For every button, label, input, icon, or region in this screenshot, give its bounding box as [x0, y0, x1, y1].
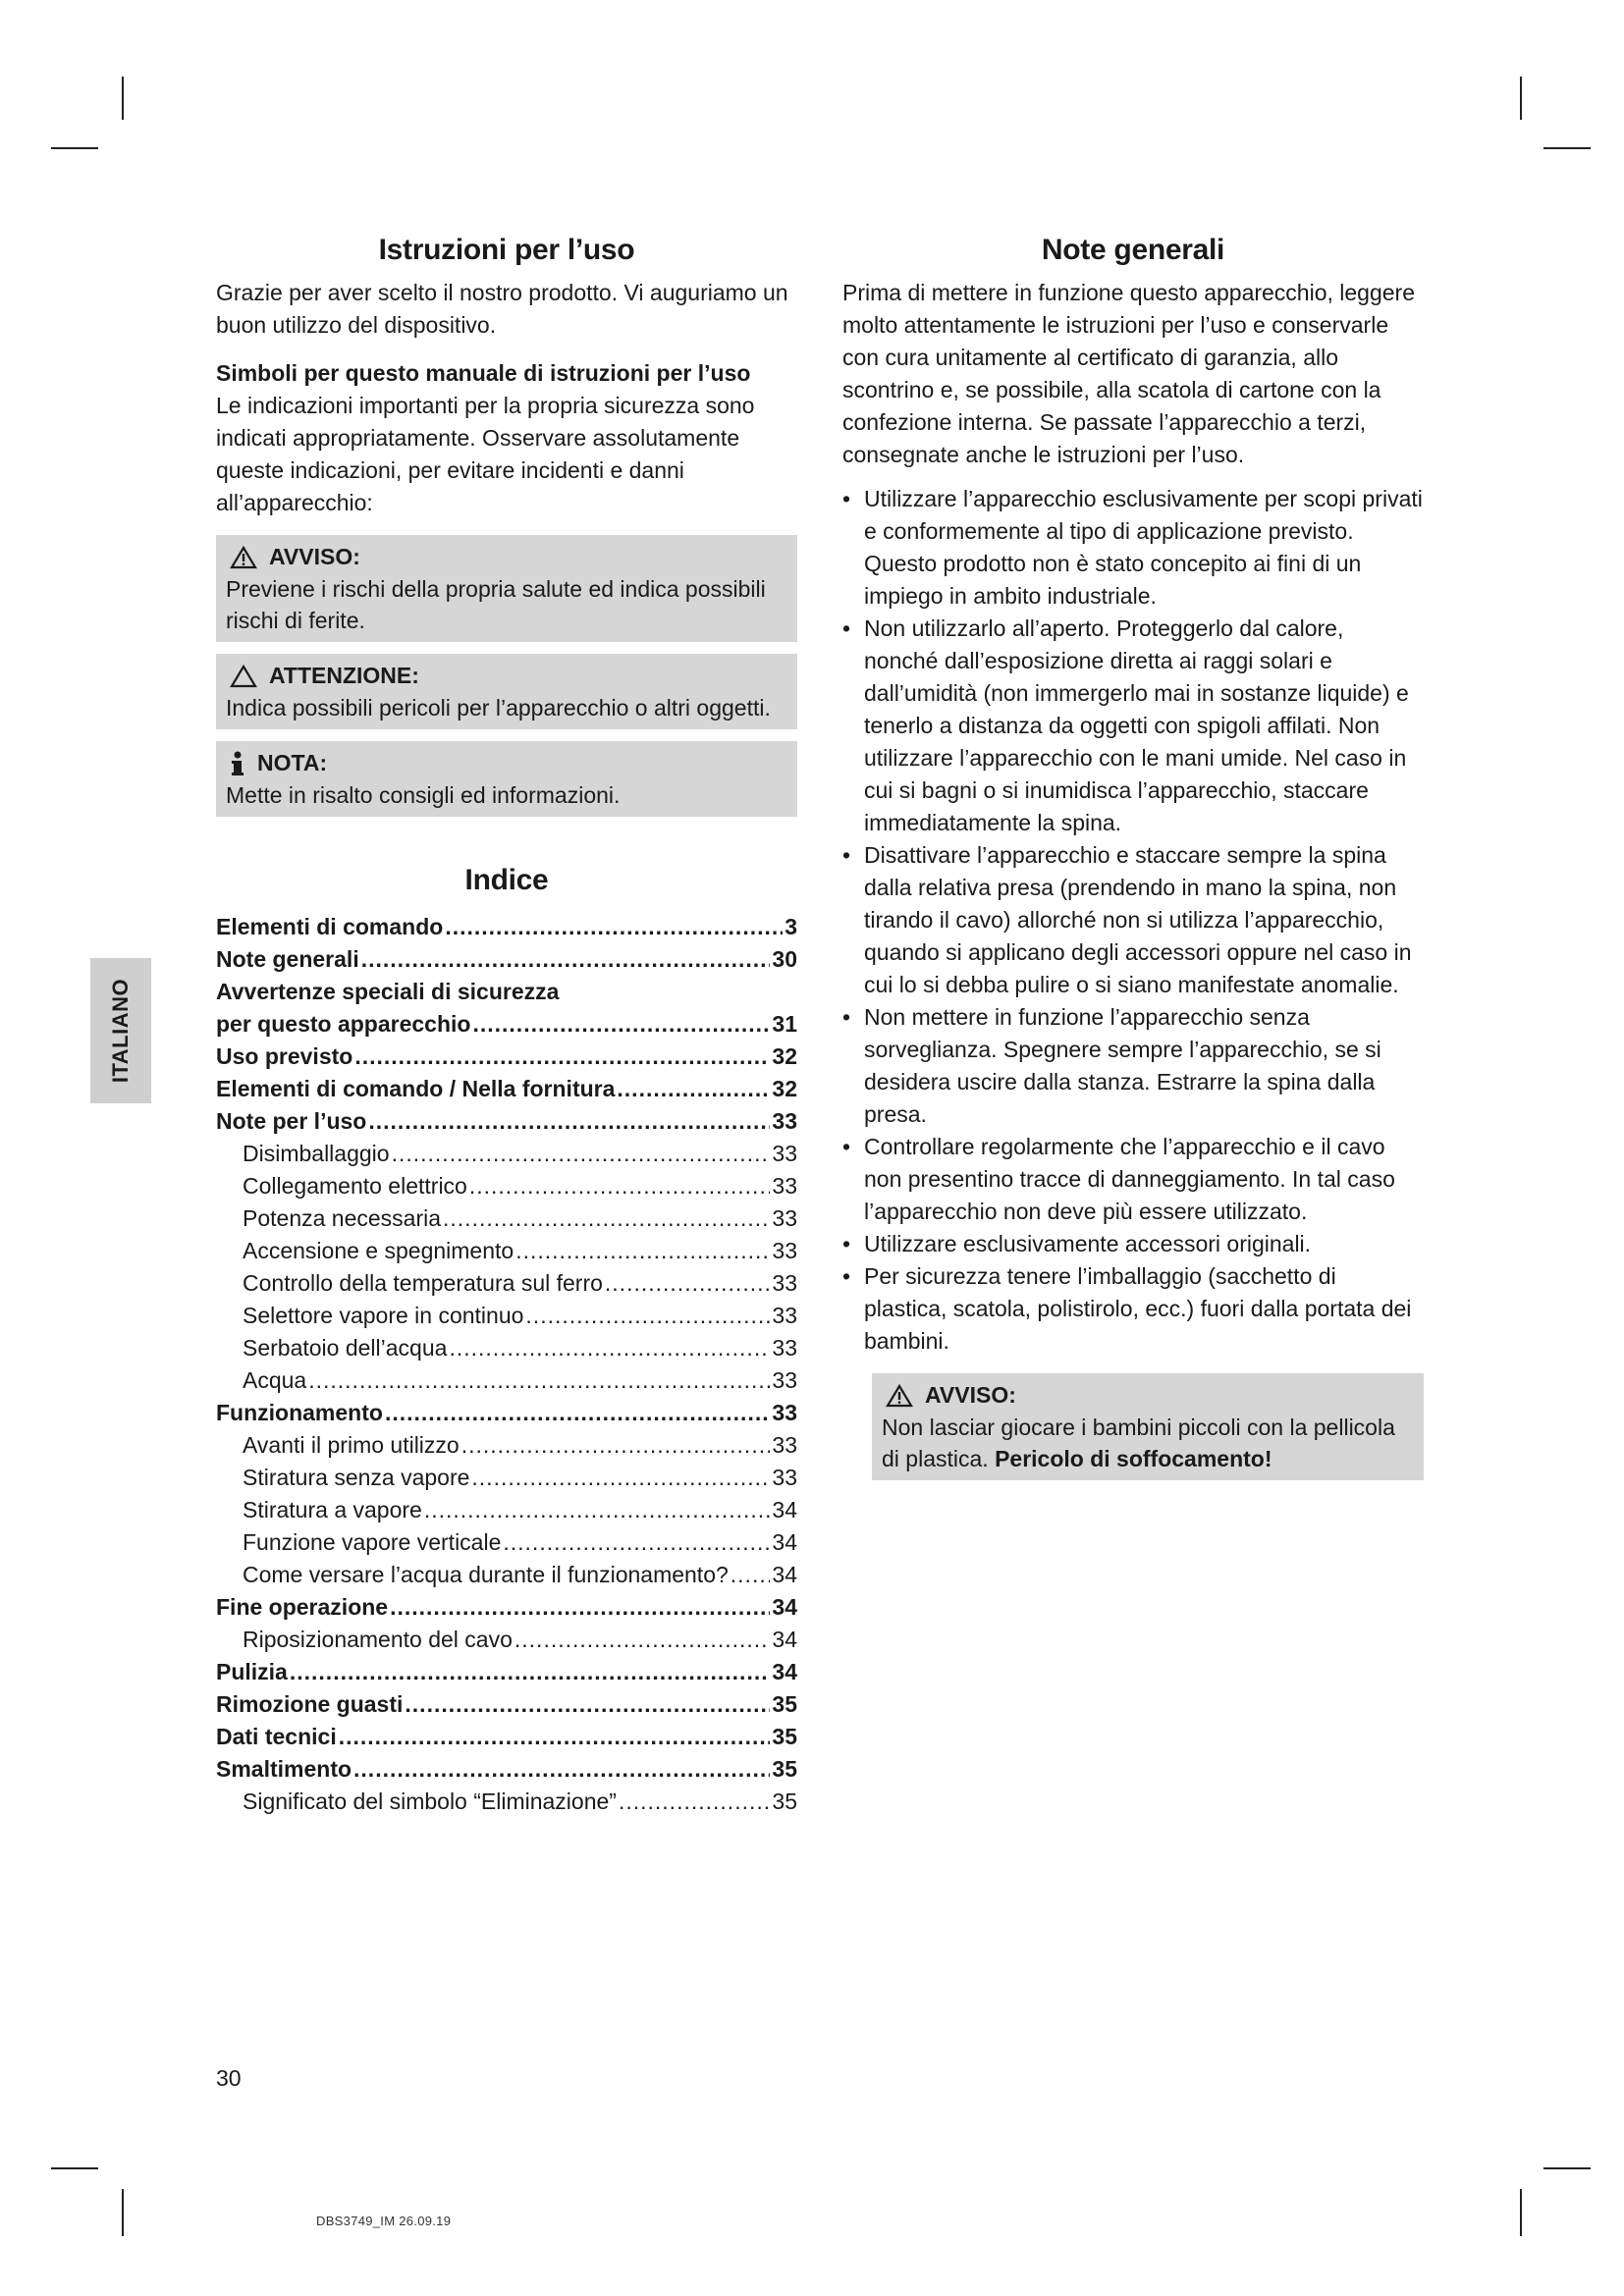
- toc-subitem[interactable]: Disimballaggio ..... 33: [216, 1138, 797, 1170]
- crop-mark: [1520, 77, 1522, 120]
- page-number: 30: [216, 2065, 242, 2091]
- crop-mark: [51, 147, 98, 149]
- toc-subitem[interactable]: Serbatoio dell’acqua ..... 33: [216, 1332, 797, 1364]
- toc-subitem[interactable]: Significato del simbolo “Eliminazione” ..... 35: [216, 1786, 797, 1818]
- instructions-title: Istruzioni per l’uso: [378, 234, 635, 266]
- suffocation-warning-box: [872, 1373, 1424, 1480]
- toc-item[interactable]: Note per l’uso ..... 33: [216, 1105, 797, 1138]
- language-side-tab: [90, 958, 151, 1103]
- warning-box: [216, 535, 797, 642]
- toc-subitem[interactable]: Riposizionamento del cavo ..... 34: [216, 1624, 797, 1656]
- note-title: NOTA:: [257, 750, 328, 775]
- toc-subitem[interactable]: Acqua ..... 33: [216, 1364, 797, 1397]
- list-item: • Controllare regolarmente che l’apparecchio e il cavo non presentino tracce di danneggiamento. In tal caso l’apparecchio non deve più essere utilizzato.: [842, 1131, 1424, 1228]
- caution-title: ATTENZIONE:: [269, 663, 419, 688]
- table-of-contents: [216, 911, 797, 1818]
- toc-item[interactable]: Dati tecnici ..... 35: [216, 1721, 797, 1753]
- toc-item[interactable]: per questo apparecchio ..... 31: [216, 1008, 797, 1041]
- language-label: ITALIANO: [108, 978, 133, 1084]
- caution-box: [216, 654, 797, 729]
- toc-item[interactable]: Avvertenze speciali di sicurezza: [216, 979, 560, 1004]
- toc-item[interactable]: Elementi di comando / Nella fornitura ..... 32: [216, 1073, 797, 1105]
- symbols-text: Le indicazioni importanti per la propria sicurezza sono indicati appropriatamente. Osservare assolutamente queste indicazioni, per evitare incidenti e danni all’apparecchio:: [216, 393, 755, 515]
- toc-subitem[interactable]: Potenza necessaria ..... 33: [216, 1202, 797, 1235]
- list-item: • Per sicurezza tenere l’imballaggio (sacchetto di plastica, scatola, polistirolo, ecc.) fuori dalla portata dei bambini.: [842, 1260, 1424, 1358]
- warning-triangle-icon: [230, 546, 257, 569]
- caution-text: Indica possibili pericoli per l’apparecchio o altri oggetti.: [226, 695, 771, 721]
- list-item: • Utilizzare l’apparecchio esclusivamente per scopi privati e conformemente al tipo di applicazione previsto. Questo prodotto non è stato concepito ai fini di un impiego in ambito industriale.: [842, 483, 1424, 613]
- toc-subitem[interactable]: Selettore vapore in continuo ..... 33: [216, 1300, 797, 1332]
- toc-item[interactable]: Smaltimento ..... 35: [216, 1753, 797, 1786]
- toc-item[interactable]: Elementi di comando ..... 3: [216, 911, 797, 943]
- note-text: Mette in risalto consigli ed informazioni.: [226, 782, 621, 808]
- warning-triangle-icon: [886, 1384, 913, 1408]
- toc-subitem[interactable]: Collegamento elettrico ..... 33: [216, 1170, 797, 1202]
- toc-item[interactable]: Fine operazione ..... 34: [216, 1591, 797, 1624]
- crop-mark: [122, 2189, 124, 2236]
- toc-item[interactable]: Funzionamento ..... 33: [216, 1397, 797, 1429]
- caution-triangle-icon: [230, 665, 257, 688]
- list-item: • Non utilizzarlo all’aperto. Proteggerlo dal calore, nonché dall’esposizione diretta ai raggi solari e dall’umidità (non immergerlo mai in sostanze liquide) e tenerlo a distanza da oggetti con spigoli affilati. Non utilizzare l’apparecchio con le mani umide. Nel caso in cui si bagni o si inumidisca l’apparecchio, staccare immediatamente la spina.: [842, 613, 1424, 839]
- toc-subitem[interactable]: Stiratura a vapore ..... 34: [216, 1494, 797, 1526]
- toc-item[interactable]: Rimozione guasti ..... 35: [216, 1688, 797, 1721]
- intro-text: Grazie per aver scelto il nostro prodotto. Vi auguriamo un buon utilizzo del dispositivo.: [216, 280, 788, 338]
- general-notes-intro: Prima di mettere in funzione questo apparecchio, leggere molto attentamente le istruzioni per l’uso e conservarle con cura unitamente al certificato di garanzia, allo scontrino e, se possibile, alla scatola di cartone con la confezione interna. Se passate l’apparecchio a terzi, consegnate anche le istruzioni per l’uso.: [842, 280, 1416, 467]
- toc-subitem[interactable]: Funzione vapore verticale ..... 34: [216, 1526, 797, 1559]
- left-column: [216, 234, 797, 1818]
- warning-text: Previene i rischi della propria salute ed indica possibili rischi di ferite.: [226, 576, 766, 633]
- list-item: • Disattivare l’apparecchio e staccare sempre la spina dalla relativa presa (prendendo in mano la spina, non tirando il cavo) allorché non si utilizza l’apparecchio, quando si applicano degli accessori oppure nel caso in cui lo si debba pulire o si siano manifestate anomalie.: [842, 839, 1424, 1001]
- footer-document-code: DBS3749_IM 26.09.19: [316, 2214, 452, 2228]
- crop-mark: [1543, 147, 1591, 149]
- info-icon: [230, 751, 245, 776]
- toc-item[interactable]: Pulizia ..... 34: [216, 1656, 797, 1688]
- crop-mark: [51, 2167, 98, 2169]
- suffocation-warning-text: Non lasciar giocare i bambini piccoli con la pellicola di plastica. Pericolo di soffocamento!: [882, 1415, 1395, 1471]
- safety-bullet-list: [842, 483, 1424, 1358]
- toc-subitem[interactable]: Accensione e spegnimento ..... 33: [216, 1235, 797, 1267]
- toc-item[interactable]: Uso previsto ..... 32: [216, 1041, 797, 1073]
- right-column: [842, 234, 1424, 1480]
- suffocation-emphasis: Pericolo di soffocamento!: [995, 1446, 1272, 1471]
- note-box: [216, 741, 797, 817]
- warning-title: AVVISO:: [269, 544, 360, 569]
- symbols-heading: Simboli per questo manuale di istruzioni per l’uso: [216, 360, 751, 386]
- general-notes-title: Note generali: [1041, 234, 1225, 266]
- suffocation-warning-title: AVVISO:: [925, 1382, 1016, 1408]
- toc-subitem[interactable]: Come versare l’acqua durante il funzionamento? ..... 34: [216, 1559, 797, 1591]
- crop-mark: [122, 77, 124, 120]
- toc-item[interactable]: Note generali ..... 30: [216, 943, 797, 976]
- list-item: • Utilizzare esclusivamente accessori originali.: [842, 1228, 1424, 1260]
- list-item: • Non mettere in funzione l’apparecchio senza sorveglianza. Spegnere sempre l’apparecchio, se si desidera uscire dalla stanza. Estrarre la spina dalla presa.: [842, 1001, 1424, 1131]
- index-title: Indice: [464, 864, 549, 896]
- toc-subitem[interactable]: Controllo della temperatura sul ferro ..... 33: [216, 1267, 797, 1300]
- toc-subitem[interactable]: Stiratura senza vapore ..... 33: [216, 1462, 797, 1494]
- toc-subitem[interactable]: Avanti il primo utilizzo ..... 33: [216, 1429, 797, 1462]
- crop-mark: [1520, 2189, 1522, 2236]
- crop-mark: [1543, 2167, 1591, 2169]
